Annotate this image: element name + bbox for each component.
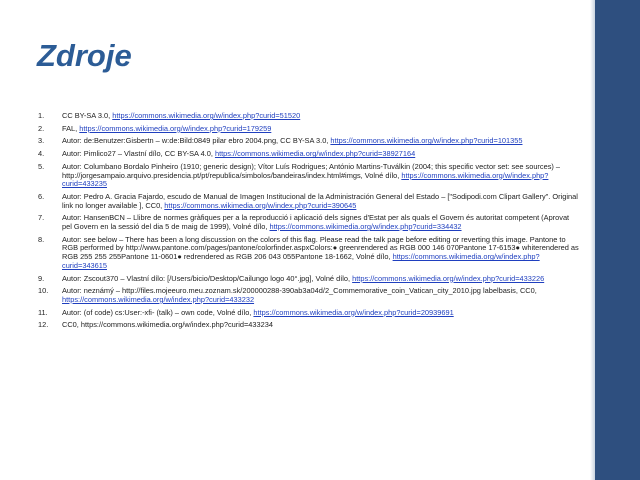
- reference-item: [38, 321, 580, 330]
- reference-description: Autor: see below – There has been a long discussion on the colors of this flag. Please read the talk page before editing or reverting this image. Pantone to RGB performed by http://www.pantone.com/pages/pantone/colorfinder.aspxColors:● greenrendered as RGB 000 146 070Pantone 17-6153● whiterendered as RGB 255 255 255Pantone 11-0601● redrendered as RGB 206 043 055Pantone 18-1662, Volné dílo,: [62, 234, 579, 262]
- reference-description: CC BY-SA 3.0,: [62, 111, 113, 120]
- reference-number: 1.: [38, 111, 45, 120]
- references-list: [38, 112, 580, 334]
- reference-number: 5.: [38, 161, 45, 171]
- reference-number: 6.: [38, 191, 45, 201]
- reference-item: [38, 112, 580, 121]
- reference-number: 9.: [38, 273, 45, 283]
- reference-text: [62, 193, 580, 210]
- reference-text: [62, 137, 580, 146]
- reference-description: Autor: HansenBCN – Llibre de normes gràfiques per a la reproducció i aplicació dels signes d'Estat per als quals el Govern és autoritat competent (Aprovat pel Govern en la sessió del dia 5 de maig de 1999), Volné dílo,: [62, 213, 570, 232]
- reference-description: Autor: Zscout370 – Vlastní dílo: [/Users/bicio/Desktop/Cailungo logo 40°.jpg], Volné dílo,: [62, 273, 353, 283]
- reference-link[interactable]: https://commons.wikimedia.org/w/index.php?curid=38927164: [214, 149, 416, 159]
- reference-text: [62, 214, 580, 231]
- reference-item: [38, 275, 580, 284]
- reference-item: [38, 236, 580, 271]
- reference-number: 11.: [38, 307, 48, 317]
- reference-number: 2.: [38, 123, 45, 133]
- reference-item: [38, 125, 580, 134]
- reference-description: Autor: Pimlico27 – Vlastní dílo, CC BY-SA 4.0,: [62, 149, 215, 159]
- reference-number: 12.: [38, 320, 49, 330]
- reference-text: [62, 275, 580, 284]
- reference-link[interactable]: https://commons.wikimedia.org/w/index.php?curid=433232: [62, 294, 255, 304]
- reference-item: [38, 137, 580, 146]
- reference-link[interactable]: https://commons.wikimedia.org/w/index.php?curid=51520: [112, 111, 301, 120]
- reference-text: [62, 125, 580, 134]
- reference-description: Autor: (of code) cs:User:-xfi- (talk) – own code, Volné dílo,: [62, 307, 254, 317]
- reference-item: [38, 309, 580, 318]
- reference-number: 10.: [38, 286, 49, 296]
- reference-text: [62, 309, 580, 318]
- reference-item: [38, 193, 580, 210]
- reference-link[interactable]: https://commons.wikimedia.org/w/index.php?curid=334432: [269, 222, 462, 232]
- reference-text: [62, 163, 580, 189]
- reference-text: [62, 112, 580, 121]
- reference-number: 3.: [38, 136, 45, 146]
- reference-item: [38, 287, 580, 304]
- reference-text: [62, 150, 580, 159]
- reference-description: Autor: Columbano Bordalo Pinheiro (1910; generic design); Vítor Luís Rodrigues; António Martins-Tuválkin (2004; this specific vector set: see sources) – http://jorgesampaio.arquivo.presidencia.pt/pt/republica/simbolos/bandeiras/index.html#imgs, Volné dílo,: [62, 161, 561, 180]
- reference-link[interactable]: https://commons.wikimedia.org/w/index.php?curid=20939691: [253, 307, 454, 317]
- reference-link[interactable]: https://commons.wikimedia.org/w/index.php?curid=101355: [330, 136, 523, 146]
- reference-number: 4.: [38, 149, 45, 159]
- reference-item: [38, 214, 580, 231]
- reference-link[interactable]: https://commons.wikimedia.org/w/index.php?curid=390645: [164, 200, 357, 210]
- reference-description: Autor: de:Benutzer:Gisbertn – w:de:Bild:0849 pilar ebro 2004.png, CC BY-SA 3.0,: [62, 136, 331, 146]
- reference-number: 8.: [38, 234, 45, 244]
- reference-description: CC0, https://commons.wikimedia.org/w/index.php?curid=433234: [62, 320, 273, 330]
- reference-link[interactable]: https://commons.wikimedia.org/w/index.php?curid=179259: [79, 123, 272, 133]
- reference-link[interactable]: https://commons.wikimedia.org/w/index.php?curid=433235: [62, 170, 549, 189]
- reference-text: [62, 287, 580, 304]
- reference-description: FAL,: [62, 123, 80, 133]
- reference-description: Autor: neznámý – http://files.mojeeuro.meu.zoznam.sk/200000288-390ab3a04d/2_Commemorative_coin_Vatican_city_2010.jpg labelbasis, CC0,: [62, 286, 537, 296]
- reference-text: [62, 321, 580, 330]
- reference-link[interactable]: https://commons.wikimedia.org/w/index.php?curid=343615: [62, 252, 540, 270]
- reference-text: [62, 236, 580, 271]
- accent-bar: [595, 0, 640, 480]
- page-title: Zdroje: [37, 38, 132, 73]
- reference-description: Autor: Pedro A. Gracia Fajardo, escudo de Manual de Imagen Institucional de la Administración General del Estado – ["Sodipodi.com Clipart Gallery". Original link no longer available ], CC0,: [62, 191, 578, 210]
- reference-link[interactable]: https://commons.wikimedia.org/w/index.php?curid=433226: [352, 273, 545, 283]
- reference-item: [38, 163, 580, 189]
- reference-number: 7.: [38, 213, 45, 223]
- reference-item: [38, 150, 580, 159]
